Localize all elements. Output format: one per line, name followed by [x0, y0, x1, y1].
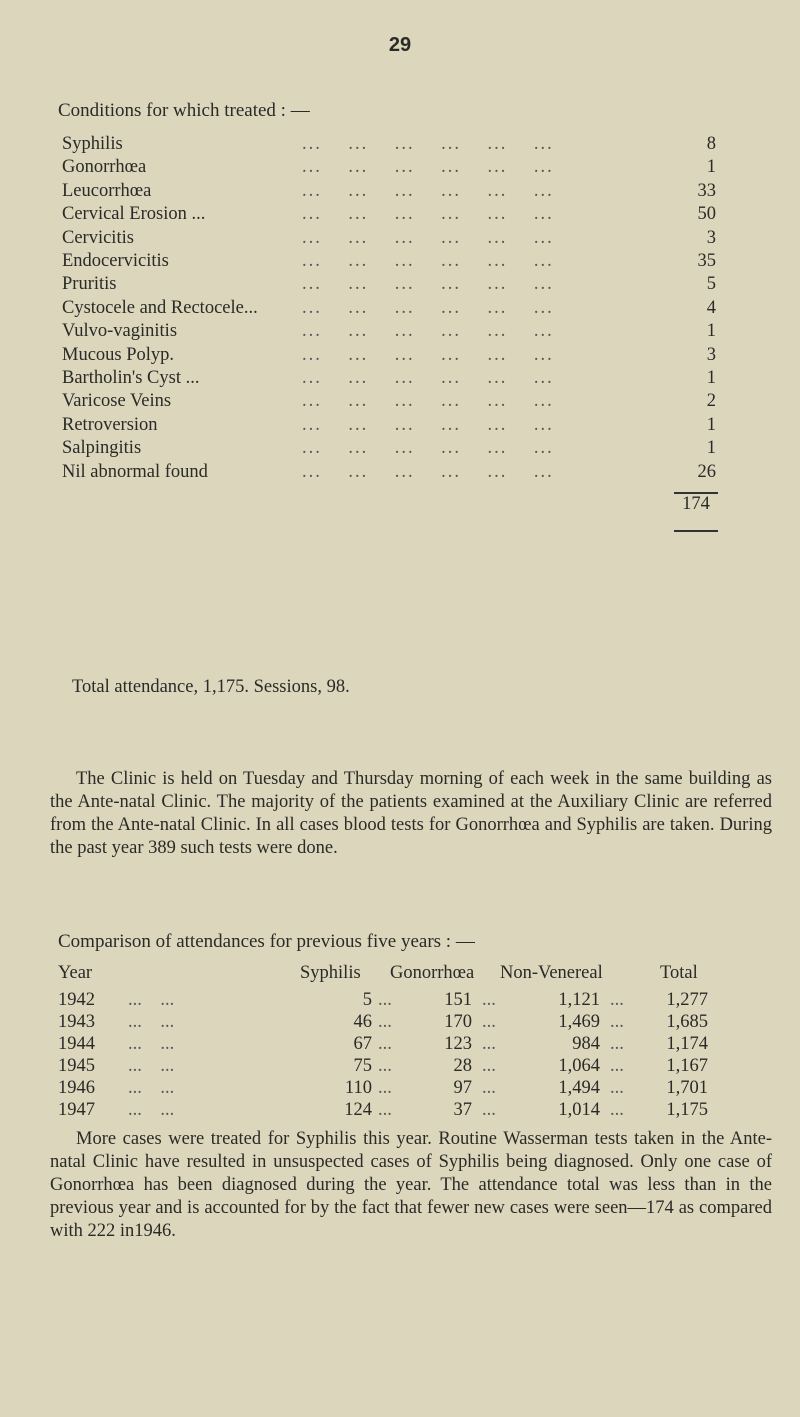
condition-count: 2: [706, 391, 716, 412]
condition-label: Cervicitis: [62, 227, 134, 248]
summary-paragraph-text: More cases were treated for Syphilis this year. Routine Wasserman tests taken in the Ante-natal Clinic have resulted in unsuspected cases of Syphilis being diagnosed. Only one case of Gonorrhœa has been diagnosed during the year. The attendance total was less than in the previous year and is accounted for by the fact that fewer new cases were seen—174 as compared with 222 in1946.: [50, 1129, 772, 1241]
condition-row: [62, 321, 716, 344]
count-cell: 1,469: [558, 1012, 600, 1032]
year-cell: 1943: [58, 1012, 95, 1032]
condition-row: [62, 251, 716, 274]
count-cell: 5: [362, 990, 372, 1010]
condition-count: 1: [706, 438, 716, 459]
condition-label: Cystocele and Rectocele...: [62, 297, 258, 318]
condition-label: Gonorrhœa: [62, 157, 147, 178]
count-cell: 984: [572, 1034, 600, 1054]
count-cell: 28: [453, 1056, 472, 1076]
leader-dots: ... ... ... ... ... ...: [302, 251, 554, 271]
condition-label: Pruritis: [62, 274, 117, 295]
count-cell: 1,701: [666, 1078, 708, 1098]
leader-dots: ... ... ... ... ... ...: [302, 180, 554, 201]
leader-dots: ...: [610, 990, 624, 1010]
condition-count: 5: [706, 274, 716, 295]
condition-count: 8: [706, 134, 716, 154]
leader-dots: ...: [482, 1034, 496, 1054]
column-header: Total: [660, 963, 698, 983]
condition-count: 3: [706, 227, 716, 248]
clinic-paragraph: [50, 768, 772, 860]
attendance-summary: Total attendance, 1,175. Sessions, 98.: [72, 677, 350, 697]
count-cell: 124: [344, 1100, 372, 1120]
comparison-heading: Comparison of attendances for previous five years : —: [58, 931, 475, 952]
leader-dots: ... ... ... ... ... ...: [302, 438, 554, 459]
leader-dots: ...: [378, 1012, 392, 1032]
conditions-total: 174: [682, 494, 710, 514]
condition-label: Mucous Polyp.: [62, 344, 175, 365]
leader-dots: ... ... ... ... ... ...: [302, 204, 554, 225]
year-cell: 1945: [58, 1056, 95, 1076]
condition-count: 1: [706, 321, 716, 342]
condition-row: [62, 345, 716, 368]
leader-dots: ... ... ... ... ... ...: [302, 134, 554, 154]
count-cell: 46: [353, 1012, 372, 1032]
leader-dots: ...: [610, 1012, 624, 1032]
leader-dots: ...: [610, 1034, 624, 1054]
leader-dots: ... ... ... ... ... ...: [302, 414, 554, 435]
leader-dots: ... ...: [128, 1012, 175, 1032]
condition-label: Varicose Veins: [62, 391, 172, 412]
leader-dots: ... ... ... ... ... ...: [302, 321, 554, 342]
condition-count: 4: [706, 297, 716, 318]
count-cell: 67: [353, 1034, 372, 1054]
condition-row: [62, 462, 716, 485]
leader-dots: ... ... ... ... ... ...: [302, 227, 554, 248]
column-header: Year: [58, 963, 93, 983]
condition-row: [62, 391, 716, 414]
leader-dots: ... ...: [128, 1034, 175, 1054]
count-cell: 1,014: [558, 1100, 600, 1120]
count-cell: 170: [444, 1012, 472, 1032]
count-cell: 1,167: [666, 1056, 708, 1076]
condition-row: [62, 298, 716, 321]
count-cell: 1,494: [558, 1078, 600, 1098]
leader-dots: ...: [378, 1100, 392, 1120]
leader-dots: ... ... ... ... ... ...: [302, 274, 554, 295]
count-cell: 151: [444, 990, 472, 1010]
condition-row: [62, 438, 716, 461]
leader-dots: ...: [610, 1078, 624, 1098]
leader-dots: ...: [378, 1034, 392, 1054]
condition-count: 1: [706, 414, 716, 435]
count-cell: 97: [453, 1078, 472, 1098]
condition-count: 26: [697, 461, 716, 482]
count-cell: 37: [453, 1100, 472, 1120]
summary-paragraph: [50, 1128, 772, 1243]
year-cell: 1947: [58, 1100, 95, 1120]
conditions-heading: Conditions for which treated : —: [58, 100, 310, 121]
leader-dots: ...: [610, 1100, 624, 1120]
leader-dots: ...: [378, 990, 392, 1010]
count-cell: 1,175: [666, 1100, 708, 1120]
condition-label: Cervical Erosion ...: [62, 204, 206, 225]
leader-dots: ... ... ... ... ... ...: [302, 157, 554, 178]
condition-row: [62, 157, 716, 180]
count-cell: 123: [444, 1034, 472, 1054]
count-cell: 1,174: [666, 1034, 708, 1054]
leader-dots: ...: [378, 1056, 392, 1076]
condition-count: 1: [706, 157, 716, 178]
condition-label: Salpingitis: [62, 438, 142, 459]
leader-dots: ... ...: [128, 1078, 175, 1098]
condition-count: 33: [697, 180, 716, 201]
condition-label: Leucorrhœa: [62, 180, 152, 201]
leader-dots: ... ...: [128, 1100, 175, 1120]
condition-row: [62, 134, 716, 157]
leader-dots: ...: [482, 1100, 496, 1120]
leader-dots: ...: [610, 1056, 624, 1076]
condition-label: Syphilis: [62, 134, 123, 154]
condition-row: [62, 228, 716, 251]
leader-dots: ... ...: [128, 1056, 175, 1076]
condition-row: [62, 368, 716, 391]
count-cell: 1,277: [666, 990, 708, 1010]
count-cell: 1,121: [558, 990, 600, 1010]
condition-row: [62, 274, 716, 297]
page-number: 29: [388, 34, 412, 56]
leader-dots: ... ... ... ... ... ...: [302, 344, 554, 365]
total-rule-bottom: [674, 530, 718, 532]
leader-dots: ... ... ... ... ... ...: [302, 368, 554, 388]
condition-label: Bartholin's Cyst ...: [62, 368, 200, 388]
column-header: Gonorrhœa: [390, 963, 475, 983]
condition-label: Retroversion: [62, 414, 158, 435]
count-cell: 1,064: [558, 1056, 600, 1076]
condition-row: [62, 181, 716, 204]
clinic-paragraph-text: The Clinic is held on Tuesday and Thursday morning of each week in the same building as the Ante-natal Clinic. The majority of the patients examined at the Auxiliary Clinic are referred from the Ante-natal Clinic. In all cases blood tests for Gonorrhœa and Syphilis are taken. During the past year 389 such tests were done.: [50, 769, 772, 858]
year-cell: 1942: [58, 990, 95, 1010]
leader-dots: ... ... ... ... ... ...: [302, 461, 554, 482]
leader-dots: ...: [482, 990, 496, 1010]
count-cell: 110: [344, 1078, 372, 1098]
count-cell: 1,685: [666, 1012, 708, 1032]
leader-dots: ...: [482, 1056, 496, 1076]
leader-dots: ...: [482, 1078, 496, 1098]
condition-row: [62, 204, 716, 227]
condition-count: 35: [697, 251, 716, 271]
leader-dots: ...: [378, 1078, 392, 1098]
leader-dots: ... ... ... ... ... ...: [302, 297, 554, 318]
condition-label: Nil abnormal found: [62, 461, 208, 482]
count-cell: 75: [353, 1056, 372, 1076]
year-cell: 1946: [58, 1078, 95, 1098]
condition-count: 1: [706, 368, 716, 388]
column-header: Syphilis: [300, 963, 361, 983]
condition-label: Vulvo-vaginitis: [62, 321, 178, 342]
year-cell: 1944: [58, 1034, 95, 1054]
condition-count: 3: [706, 344, 716, 365]
leader-dots: ... ... ... ... ... ...: [302, 391, 554, 412]
condition-count: 50: [697, 204, 716, 225]
leader-dots: ...: [482, 1012, 496, 1032]
condition-label: Endocervicitis: [62, 251, 169, 271]
leader-dots: ... ...: [128, 990, 175, 1010]
column-header: Non-Venereal: [500, 963, 603, 983]
condition-row: [62, 415, 716, 438]
